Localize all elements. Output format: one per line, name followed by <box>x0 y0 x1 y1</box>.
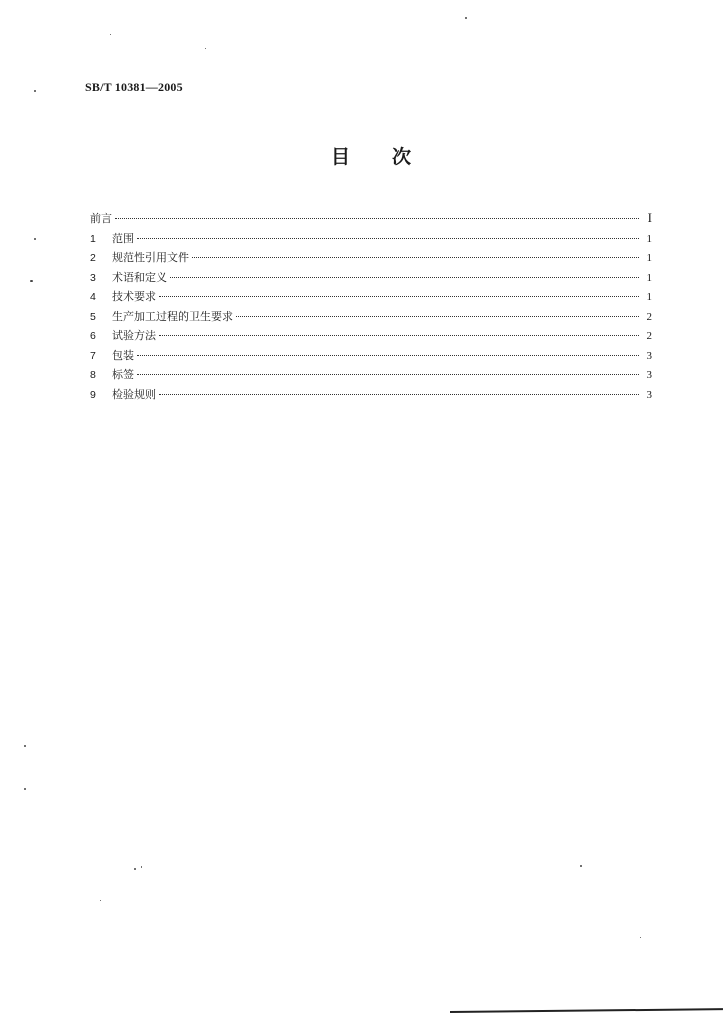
scan-speck <box>24 745 26 747</box>
toc-leader-dots <box>159 296 639 297</box>
toc-entry-page: 3 <box>646 369 652 381</box>
toc-leader-dots <box>159 335 639 336</box>
toc-entry-page: 1 <box>646 291 652 303</box>
toc-entry-page: 3 <box>646 349 652 362</box>
scan-speck <box>30 280 33 282</box>
toc-entry-number: 5 <box>90 310 96 323</box>
toc-entry-text: 检验规则 <box>112 387 156 401</box>
toc-entry-page: 2 <box>646 310 652 323</box>
scan-speck <box>24 788 26 790</box>
toc-entry-number: 8 <box>90 369 96 381</box>
toc-entry-text: 术语和定义 <box>112 270 167 284</box>
toc-entry-page: 3 <box>646 388 652 401</box>
toc-entry-page: 1 <box>646 232 652 245</box>
scan-speck <box>580 865 582 867</box>
toc-leader-dots <box>115 218 639 219</box>
toc-entry-text: 范围 <box>112 231 134 245</box>
toc-entry-4[interactable] <box>90 288 652 308</box>
scan-edge-line <box>450 1008 723 1013</box>
toc-entry-text: 生产加工过程的卫生要求 <box>112 309 233 323</box>
toc-entry-number: 3 <box>90 271 96 284</box>
toc-entry-text: 技术要求 <box>112 290 156 303</box>
toc-entry-page: 1 <box>646 252 652 264</box>
toc-entry-8[interactable] <box>90 366 652 386</box>
toc-entry-page: 2 <box>646 330 652 342</box>
toc-leader-dots <box>236 316 639 317</box>
toc-entry-foreword[interactable] <box>90 210 652 230</box>
toc-leader-dots <box>159 394 639 395</box>
toc-entry-number: 9 <box>90 388 96 401</box>
toc-leader-dots <box>192 257 639 258</box>
scan-speck <box>141 866 142 868</box>
toc-entry-number: 7 <box>90 349 96 362</box>
toc-leader-dots <box>137 238 639 239</box>
toc-entry-text: 前言 <box>90 212 112 225</box>
toc-entry-text: 试验方法 <box>112 329 156 342</box>
toc-leader-dots <box>137 374 639 375</box>
toc-entry-9[interactable] <box>90 386 652 406</box>
scan-speck <box>205 48 206 49</box>
toc-entry-7[interactable] <box>90 347 652 367</box>
toc-entry-number: 6 <box>90 330 96 342</box>
toc-entry-text: 规范性引用文件 <box>112 251 189 264</box>
toc-entry-number: 1 <box>90 232 96 245</box>
toc-entry-page: I <box>647 210 652 225</box>
toc-leader-dots <box>170 277 639 278</box>
page-title: 目次 <box>331 146 454 168</box>
toc-entry-number: 2 <box>90 252 96 264</box>
toc-entry-number: 4 <box>90 291 96 303</box>
toc-entry-page: 1 <box>646 271 652 284</box>
scan-speck <box>34 238 36 240</box>
toc-entry-text: 包装 <box>112 348 134 362</box>
scan-speck <box>34 90 36 92</box>
standard-code: SB/T 10381—2005 <box>85 80 183 94</box>
scan-speck <box>100 900 101 901</box>
toc-entry-5[interactable] <box>90 308 652 328</box>
table-of-contents <box>90 210 652 405</box>
scan-speck <box>134 868 136 870</box>
scan-speck <box>465 17 467 19</box>
toc-leader-dots <box>137 355 639 356</box>
toc-entry-3[interactable] <box>90 269 652 289</box>
toc-entry-1[interactable] <box>90 230 652 250</box>
scan-speck <box>640 937 641 938</box>
scan-speck <box>110 34 111 35</box>
toc-entry-text: 标签 <box>112 368 134 381</box>
toc-entry-6[interactable] <box>90 327 652 347</box>
toc-entry-2[interactable] <box>90 249 652 269</box>
